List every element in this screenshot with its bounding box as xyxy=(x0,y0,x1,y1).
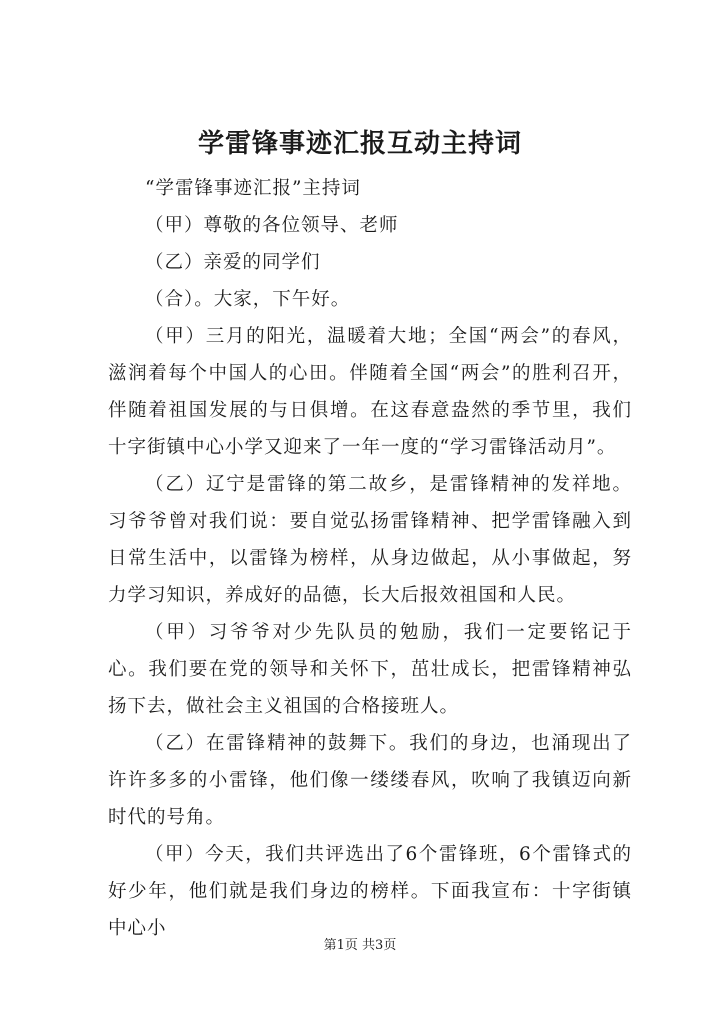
paragraph-liaoning: （乙）辽宁是雷锋的第二故乡，是雷锋精神的发祥地。习爷爷曾对我们说：要自觉弘扬雷锋精神、把学雷锋融入到日常生活中，以雷锋为榜样，从身边做起，从小事做起，努力学习知识，养成好的品德，长大后报效祖国和人民。 xyxy=(108,474,632,606)
paragraph-greeting-he: （合）。大家，下午好。 xyxy=(145,289,351,310)
document-body xyxy=(108,170,632,947)
paragraph-little-leifeng: （乙）在雷锋精神的鼓舞下。我们的身边，也涌现出了许许多多的小雷锋，他们像一缕缕春风，吹响了我镇迈向新时代的号角。 xyxy=(108,733,632,828)
document-title: 学雷锋事迹汇报互动主持词 xyxy=(197,129,522,159)
paragraph-encouragement: （甲）习爷爷对少先队员的勉励，我们一定要铭记于心。我们要在党的领导和关怀下，茁壮成长，把雷锋精神弘扬下去，做社会主义祖国的合格接班人。 xyxy=(108,622,632,717)
paragraph-heading: “学雷锋事迹汇报”主持词 xyxy=(145,178,361,199)
paragraph-march-sunshine: （甲）三月的阳光，温暖着大地；全国“两会”的春风，滋润着每个中国人的心田。伴随着全国“两会”的胜利召开，伴随着祖国发展的与日俱增。在这春意盎然的季节里，我们十字街镇中心小学又迎来了一年一度的“学习雷锋活动月”。 xyxy=(108,326,632,458)
paragraph-greeting-yi: （乙）亲爱的同学们 xyxy=(145,252,321,273)
paragraph-today: （甲）今天，我们共评选出了6个雷锋班，6个雷锋式的好少年，他们就是我们身边的榜样。下面我宣布：十字街镇中心小 xyxy=(108,844,632,939)
paragraph-greeting-jia: （甲）尊敬的各位领导、老师 xyxy=(145,215,399,236)
page-footer: 第1页 共3页 xyxy=(323,938,397,953)
